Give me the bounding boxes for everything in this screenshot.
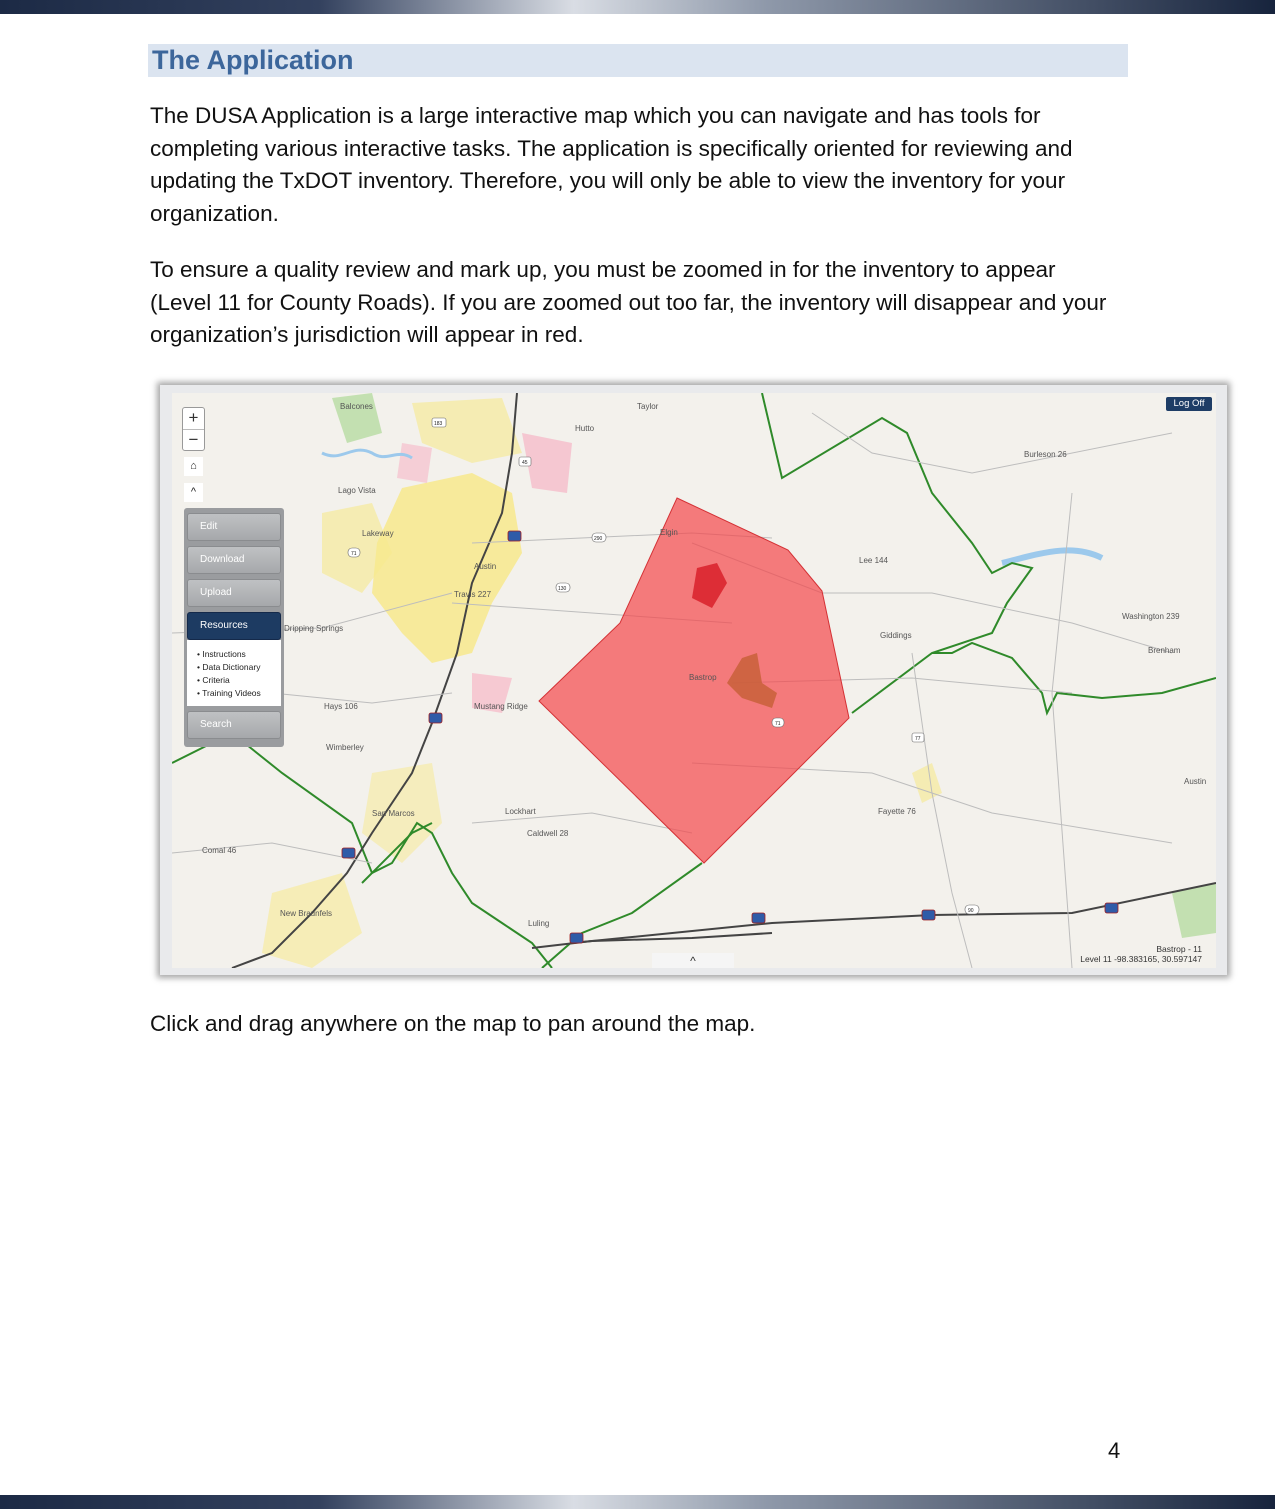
svg-text:Hays 106: Hays 106: [324, 702, 358, 711]
svg-text:Lockhart: Lockhart: [505, 807, 536, 816]
svg-text:183: 183: [434, 421, 443, 427]
svg-text:130: 130: [558, 586, 567, 592]
intro-paragraph: The DUSA Application is a large interactive map which you can navigate and has tools for completing various interactive tasks. The application is specifically oriented for reviewing and updating the TxDOT inventory. Therefore, you will only be able to view the inventory for your organization.: [150, 103, 1073, 226]
bottom-decorative-bar: [0, 1495, 1275, 1509]
resources-submenu: [187, 640, 281, 706]
collapse-menu-icon[interactable]: ^: [184, 483, 203, 502]
download-button[interactable]: Download: [187, 546, 281, 574]
zoom-instructions-paragraph: To ensure a quality review and mark up, you must be zoomed in for the inventory to appear (Level 11 for County Roads). If you are zoomed out too far, the inventory will disappear and your organization’s jurisdiction will appear in red.: [150, 257, 1107, 347]
svg-text:Taylor: Taylor: [637, 402, 659, 411]
svg-text:Luling: Luling: [528, 919, 550, 928]
svg-text:Elgin: Elgin: [660, 528, 678, 537]
data-dictionary-link[interactable]: • Data Dictionary: [197, 662, 261, 672]
svg-text:71: 71: [351, 551, 357, 557]
map-background: [172, 393, 1216, 968]
section-heading: The Application: [148, 44, 1128, 77]
svg-text:Lakeway: Lakeway: [362, 529, 394, 538]
svg-text:Balcones: Balcones: [340, 402, 373, 411]
svg-text:71: 71: [775, 721, 781, 727]
svg-text:Caldwell 28: Caldwell 28: [527, 829, 569, 838]
svg-text:Giddings: Giddings: [880, 631, 912, 640]
map-canvas[interactable]: [172, 393, 1216, 968]
svg-text:Bastrop: Bastrop: [689, 673, 717, 682]
svg-text:Comal 46: Comal 46: [202, 846, 237, 855]
training-videos-link[interactable]: • Training Videos: [197, 688, 261, 698]
svg-text:Brenham: Brenham: [1148, 646, 1181, 655]
svg-text:Lee 144: Lee 144: [859, 556, 888, 565]
edit-button[interactable]: Edit: [187, 513, 281, 541]
top-decorative-bar: [0, 0, 1275, 14]
svg-text:290: 290: [594, 536, 603, 542]
svg-text:Austin: Austin: [1184, 777, 1207, 786]
home-icon[interactable]: ⌂: [184, 457, 203, 476]
svg-text:San Marcos: San Marcos: [372, 809, 415, 818]
svg-text:Hutto: Hutto: [575, 424, 595, 433]
criteria-link[interactable]: • Criteria: [197, 675, 230, 685]
zoom-out-button[interactable]: −: [183, 429, 204, 451]
pan-instructions-paragraph: Click and drag anywhere on the map to pan around the map.: [150, 1011, 756, 1036]
zoom-in-button[interactable]: +: [188, 408, 199, 427]
svg-text:45: 45: [522, 460, 528, 466]
status-county-level: Bastrop - 11: [1156, 944, 1202, 954]
svg-text:Burleson 26: Burleson 26: [1024, 450, 1067, 459]
svg-text:Dripping Springs: Dripping Springs: [284, 624, 344, 633]
log-off-button[interactable]: Log Off: [1166, 397, 1212, 411]
svg-text:77: 77: [915, 736, 921, 742]
zoom-control: [182, 407, 205, 451]
svg-text:Fayette 76: Fayette 76: [878, 807, 916, 816]
svg-text:Washington 239: Washington 239: [1122, 612, 1180, 621]
svg-text:Wimberley: Wimberley: [326, 743, 364, 752]
svg-text:90: 90: [968, 908, 974, 914]
map-status-readout: [1062, 944, 1202, 964]
svg-text:Mustang Ridge: Mustang Ridge: [474, 702, 528, 711]
status-coordinates: Level 11 -98.383165, 30.597147: [1080, 954, 1202, 964]
expand-panel-tab[interactable]: ^: [652, 953, 734, 968]
svg-text:Travis 227: Travis 227: [454, 590, 492, 599]
svg-text:Lago Vista: Lago Vista: [338, 486, 376, 495]
page-number: 4: [1108, 1438, 1121, 1463]
upload-button[interactable]: Upload: [187, 579, 281, 607]
search-button[interactable]: Search: [187, 711, 281, 739]
resources-button[interactable]: Resources: [187, 612, 281, 640]
tool-menu-panel: [184, 508, 284, 747]
svg-text:Austin: Austin: [474, 562, 497, 571]
instructions-link[interactable]: • Instructions: [197, 649, 246, 659]
svg-text:New Braunfels: New Braunfels: [280, 909, 333, 918]
